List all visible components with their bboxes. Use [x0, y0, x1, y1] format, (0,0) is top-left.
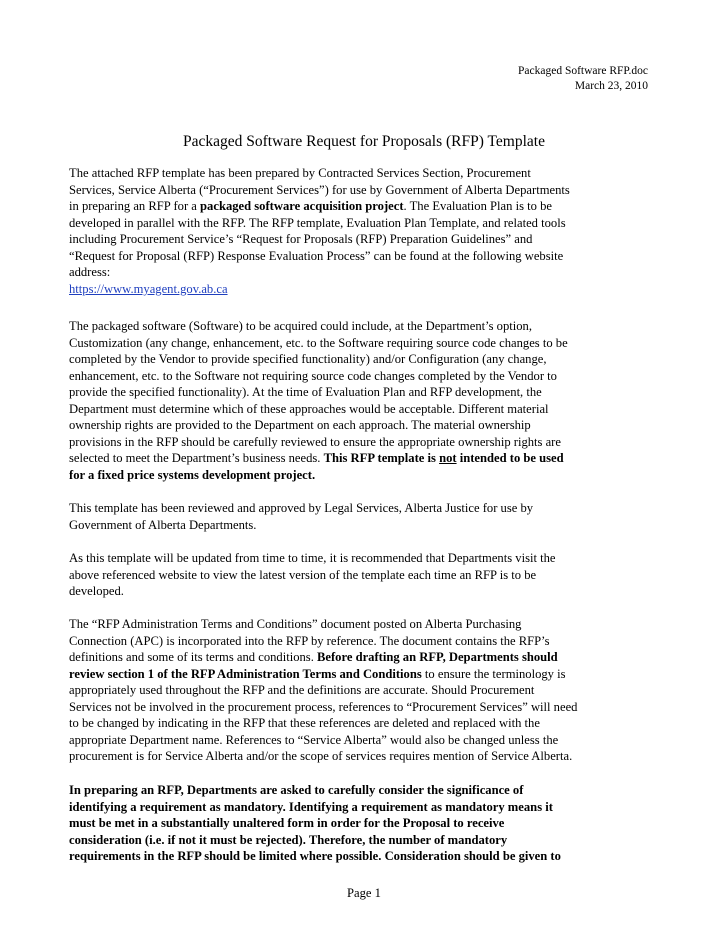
underlined-word: not — [439, 451, 457, 466]
text-line: address: — [69, 265, 111, 280]
text-line: including Procurement Service’s “Request for Proposals (RFP) Preparation Guidelines” and — [69, 232, 533, 247]
text-line: provide the specified functionality). At the time of Evaluation Plan and RFP development, the — [69, 385, 542, 400]
text-line: As this template will be updated from time to time, it is recommended that Departments visit the — [69, 551, 556, 565]
paragraph-software — [69, 318, 661, 483]
paragraph-terms — [69, 616, 661, 765]
text-line: Services, Service Alberta (“Procurement Services”) for use by Government of Alberta Departments — [69, 182, 570, 197]
bold-phrase: review section 1 of the RFP Administration Terms and Conditions — [69, 666, 422, 681]
text-line: appropriate Department name. References to “Service Alberta” would also be changed unless the — [69, 732, 559, 747]
paragraph-approval — [69, 500, 661, 533]
text-line: above referenced website to view the latest version of the template each time an RFP is to be — [69, 567, 537, 582]
text-line: consideration (i.e. if not it must be rejected). Therefore, the number of mandatory — [69, 832, 508, 847]
bold-phrase: This RFP template is not intended to be used — [323, 451, 564, 466]
text-line: Customization (any change, enhancement, etc. to the Software requiring source code changes to be — [69, 335, 568, 350]
text-line: requirements in the RFP should be limited where possible. Consideration should be given to — [69, 849, 561, 864]
text-line: The attached RFP template has been prepared by Contracted Services Section, Procurement — [69, 166, 531, 180]
text-line: to be changed by indicating in the RFP that these references are deleted and replaced with the — [69, 716, 540, 731]
text-line: This template has been reviewed and approved by Legal Services, Alberta Justice for use by — [69, 501, 534, 515]
text-line: provisions in the RFP should be carefully reviewed to ensure the appropriate ownership rights are — [69, 434, 561, 449]
text-line: enhancement, etc. to the Software not requiring source code changes completed by the Vendor to — [69, 368, 557, 383]
text-line: developed. — [69, 584, 124, 599]
document-title: Packaged Software Request for Proposals (RFP) Template — [183, 133, 545, 150]
text-line: The packaged software (Software) to be acquired could include, at the Department’s option, — [69, 319, 532, 333]
text-line: “Request for Proposal (RFP) Response Evaluation Process” can be found at the following website — [69, 248, 564, 263]
text-line: in preparing an RFP for a packaged software acquisition project. The Evaluation Plan is to be — [69, 199, 552, 214]
text-line: review section 1 of the RFP Administration Terms and Conditions to ensure the terminology is — [69, 666, 566, 681]
text-line: selected to meet the Department’s business needs. This RFP template is not intended to be used — [69, 451, 564, 466]
text-line: appropriately used throughout the RFP and the definitions are accurate. Should Procurement — [69, 683, 535, 698]
text-line: ownership rights are provided to the Department on each approach. The material ownership — [69, 418, 531, 433]
text-line: identifying a requirement as mandatory. Identifying a requirement as mandatory means it — [69, 799, 553, 814]
text-line — [69, 281, 661, 298]
page-header — [518, 64, 648, 94]
header-date: March 23, 2010 — [574, 80, 648, 92]
text-line: Connection (APC) is incorporated into the RFP by reference. The document contains the RFP’s — [69, 633, 550, 648]
text-line: procurement is for Service Alberta and/or the scope of services requires mention of Service Alberta. — [69, 749, 573, 764]
bold-phrase: packaged software acquisition project — [200, 199, 404, 214]
text-line: must be met in a substantially unaltered form in order for the Proposal to receive — [69, 816, 505, 831]
text-line: definitions and some of its terms and conditions. Before drafting an RFP, Departments should — [69, 650, 558, 665]
website-link[interactable]: https://www.myagent.gov.ab.ca — [69, 281, 228, 296]
text-line: The “RFP Administration Terms and Conditions” document posted on Alberta Purchasing — [69, 617, 522, 631]
text-line: Services not be involved in the procurement process, references to “Procurement Services” will need — [69, 699, 578, 714]
text-line: completed by the Vendor to provide specified functionality) and/or Configuration (any change, — [69, 352, 547, 367]
paragraph-mandatory — [69, 782, 661, 865]
text-line: Government of Alberta Departments. — [69, 517, 257, 532]
page-number: Page 1 — [347, 886, 381, 900]
text-line: Department must determine which of these approaches would be acceptable. Different material — [69, 401, 549, 416]
paragraph-updates — [69, 550, 661, 600]
text-line: In preparing an RFP, Departments are asked to carefully consider the significance of — [69, 783, 524, 797]
bold-phrase: Before drafting an RFP, Departments should — [317, 650, 558, 665]
text-line: developed in parallel with the RFP. The RFP template, Evaluation Plan Template, and related tools — [69, 215, 566, 230]
paragraph-intro — [69, 165, 661, 297]
text-line: for a fixed price systems development project. — [69, 467, 316, 482]
header-filename: Packaged Software RFP.doc — [518, 65, 648, 77]
